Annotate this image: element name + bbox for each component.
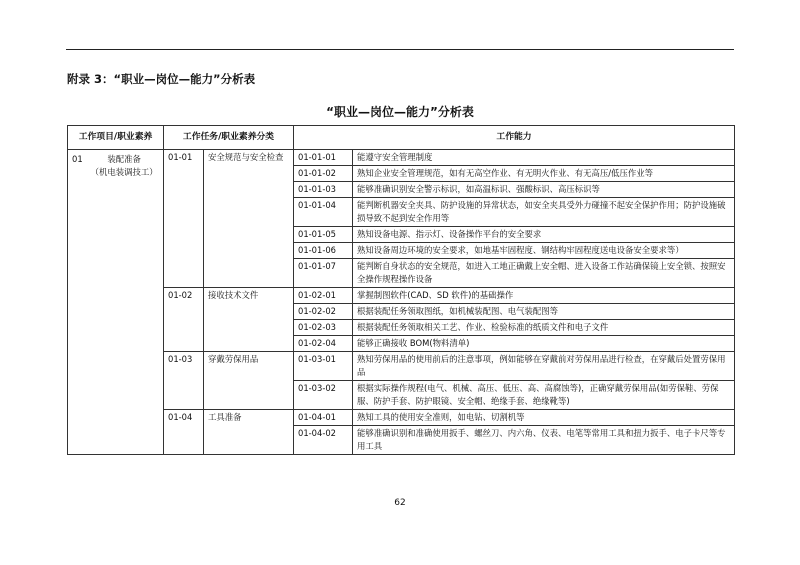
ability-code: 01-02-03: [294, 320, 353, 336]
ability-code: 01-01-04: [294, 198, 353, 227]
task-name: 穿戴劳保用品: [204, 352, 294, 410]
ability-text: 能够准确识别安全警示标识，如高温标识、强酸标识、高压标识等: [353, 182, 735, 198]
ability-text: 能遵守安全管理制度: [353, 150, 735, 166]
ability-text: 熟知企业安全管理规范，如有无高空作业、有无明火作业、有无高压/低压作业等: [353, 166, 735, 182]
ability-text: 能够准确识别和准确使用扳手、螺丝刀、内六角、仪表、电笔等常用工具和扭力扳手、电子卡尺等专用工具: [353, 426, 735, 455]
ability-text: 能够正确接收 BOM(物料清单): [353, 336, 735, 352]
appendix-heading: 附录 3：“职业—岗位—能力”分析表: [67, 72, 256, 86]
ability-text: 根据装配任务领取图纸，如机械装配图、电气装配图等: [353, 304, 735, 320]
page-number: 62: [394, 498, 406, 508]
project-cell: [68, 150, 164, 455]
ability-text: 熟知劳保用品的使用前后的注意事项，例如能够在穿戴前对劳保用品进行检查，在穿戴后处置劳保用品: [353, 352, 735, 381]
ability-text: 能判断机器安全夹具、防护设施的异常状态，如安全夹具受外力碰撞不起安全保护作用；防护设施破损导致不起到安全作用等: [353, 198, 735, 227]
table-title: “职业—岗位—能力”分析表: [326, 105, 474, 119]
header-ability: 工作能力: [294, 126, 735, 150]
ability-code: 01-02-01: [294, 288, 353, 304]
table-body: [68, 150, 735, 455]
ability-code: 01-04-01: [294, 410, 353, 426]
ability-text: 掌握制图软件(CAD、SD 软件)的基础操作: [353, 288, 735, 304]
project-code: 01: [72, 154, 83, 164]
ability-code: 01-03-02: [294, 381, 353, 410]
header-task: 工作任务/职业素养分类: [164, 126, 294, 150]
ability-code: 01-02-02: [294, 304, 353, 320]
task-name: 接收技术文件: [204, 288, 294, 352]
analysis-table: [67, 125, 735, 455]
task-name: 工具准备: [204, 410, 294, 455]
ability-text: 根据装配任务领取相关工艺、作业、检验标准的纸质文件和电子文件: [353, 320, 735, 336]
ability-text: 根据实际操作规程(电气、机械、高压、低压、高、高腐蚀等)，正确穿戴劳保用品(如劳保鞋、劳保服、防护手套、防护眼镜、安全帽、绝缘手套、绝缘靴等): [353, 381, 735, 410]
ability-text: 熟知设备电源、指示灯、设备操作平台的安全要求: [353, 227, 735, 243]
header-rule: [66, 49, 734, 50]
ability-code: 01-01-07: [294, 259, 353, 288]
table-row: [68, 410, 735, 426]
ability-code: 01-02-04: [294, 336, 353, 352]
ability-code: 01-04-02: [294, 426, 353, 455]
ability-code: 01-01-06: [294, 243, 353, 259]
table-header-row: [68, 126, 735, 150]
header-project: 工作项目/职业素养: [68, 126, 164, 150]
ability-code: 01-01-01: [294, 150, 353, 166]
ability-code: 01-01-02: [294, 166, 353, 182]
ability-code: 01-01-05: [294, 227, 353, 243]
project-sub: （机电装调技工）: [90, 167, 158, 177]
table-row: [68, 352, 735, 381]
task-name: 安全规范与安全检查: [204, 150, 294, 288]
task-code: 01-03: [164, 352, 204, 410]
table-row: [68, 288, 735, 304]
ability-code: 01-03-01: [294, 352, 353, 381]
ability-text: 能判断自身状态的安全规范，如进入工地正确戴上安全帽、进入设备工作站确保镜上安全锁、按照安全操作规程操作设备: [353, 259, 735, 288]
ability-code: 01-01-03: [294, 182, 353, 198]
task-code: 01-04: [164, 410, 204, 455]
task-code: 01-02: [164, 288, 204, 352]
project-name: 装配准备: [107, 154, 141, 164]
task-code: 01-01: [164, 150, 204, 288]
ability-text: 熟知工具的使用安全准则，如电钻、切割机等: [353, 410, 735, 426]
ability-text: 熟知设备周边环境的安全要求，如地基牢固程度、钢结构牢固程度送电设备安全要求等）: [353, 243, 735, 259]
table-row: [68, 150, 735, 166]
